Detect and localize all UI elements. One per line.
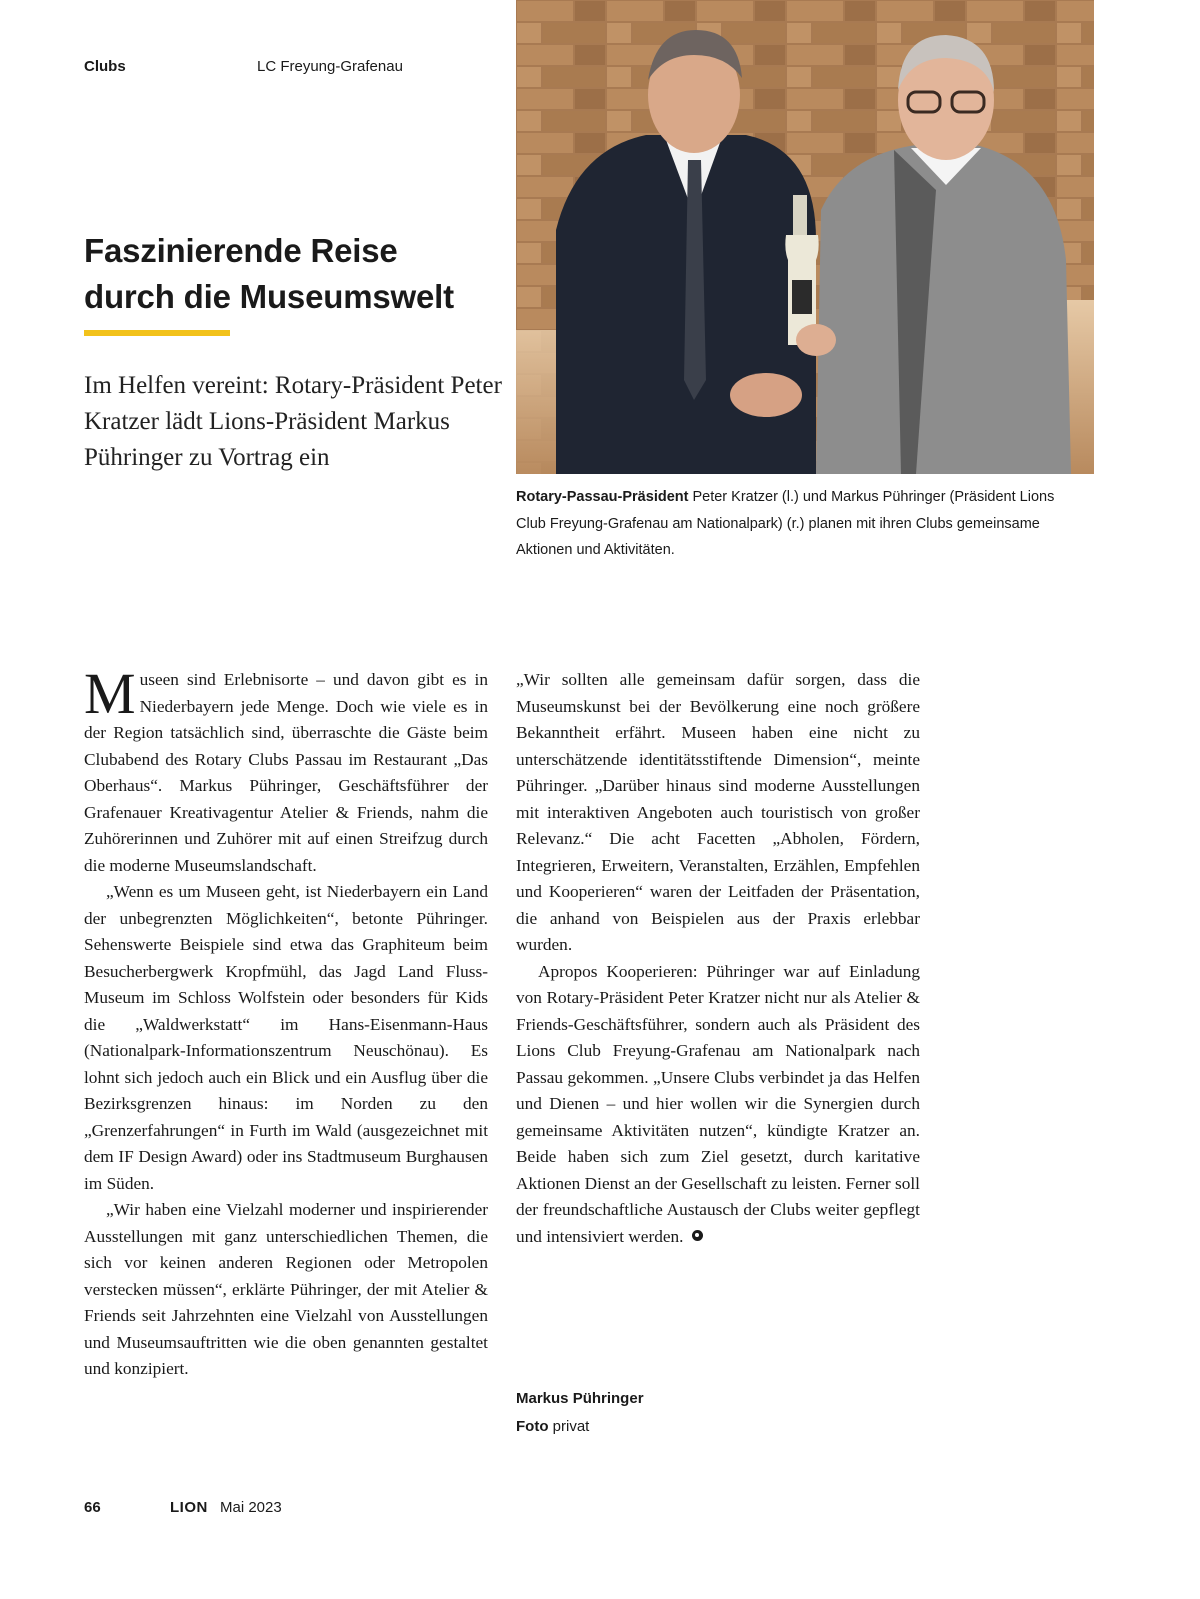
section-label: Clubs <box>84 58 126 75</box>
drop-cap: M <box>84 661 136 726</box>
article-photo <box>516 0 1094 474</box>
body-paragraph: „Wir sollten alle gemeinsam dafür sorgen, dass die Museumskunst bei der Bevölkerung eine noch größere Bekanntheit erfährt. Museen haben eine nicht zu unterschätzende identitätsstiftende Dimension“, meinte Pühringer. „Darüber hinaus sind moderne Ausstellungen mit interaktiven Angeboten auch touristisch von großer Relevanz.“ Die acht Facetten „Abholen, Fördern, Integrieren, Erweitern, Veranstalten, Erzählen, Empfehlen und Kooperieren“ waren der Leitfaden der Präsentation, die anhand von Beispielen aus der Praxis erlebbar wurden. <box>516 670 920 954</box>
accent-bar <box>84 330 230 336</box>
author-name: Markus Pühringer <box>516 1390 644 1407</box>
body-paragraph: „Wenn es um Museen geht, ist Niederbayern ein Land der unbegrenzten Möglichkeiten“, betonte Pühringer. Sehenswerte Beispiele sind etwa das Graphiteum beim Besucherbergwerk Kropfmühl, das Jagd Land Fluss-Museum im Schloss Wolfstein oder besonders für Kids die „Waldwerkstatt“ im Hans-Eisenmann-Haus (Nationalpark-Informationszentrum Neuschönau). Es lohnt sich jedoch auch ein Blick und ein Ausflug über die Bezirksgrenzen hinaus: im Norden zu den „Grenzerfahrungen“ in Furth im Wald (ausgezeichnet mit dem IF Design Award) oder ins Stadtmuseum Burghausen im Süden. <box>84 882 488 1193</box>
paragraph-text: Apropos Kooperieren: Pühringer war auf Einladung von Rotary-Präsident Peter Kratzer nicht nur als Atelier & Friends-Geschäftsführer, sondern auch als Präsident des Lions Club Freyung-Grafenau am Nationalpark nach Passau gekommen. „Unsere Clubs verbindet ja das Helfen und Dienen – und hier wollen wir die Synergien durch gemeinsame Aktivitäten nutzen“, kündigte Kratzer an. Beide haben sich zum Ziel gesetzt, durch karitative Aktionen Dienst an der Gesellschaft zu leisten. Ferner soll der freundschaftliche Austausch der Clubs weiter gepflegt und intensiviert werden. <box>516 961 920 1246</box>
headline-line-2: durch die Museumswelt <box>84 278 454 315</box>
photo-credit <box>516 1418 589 1435</box>
photo-caption-text: Peter Kratzer (l.) und Markus Pühringer (Präsident Lions Club Freyung-Grafenau am Nationalpark) (r.) planen mit ihren Clubs gemeinsame Aktionen und Aktivitäten. <box>516 489 1055 558</box>
club-label: LC Freyung-Grafenau <box>257 58 403 75</box>
issue-date: Mai 2023 <box>220 1499 282 1516</box>
photo-credit-value: privat <box>548 1418 590 1435</box>
headline-line-1: Faszinierende Reise <box>84 232 398 269</box>
body-paragraph: „Wir haben eine Vielzahl moderner und inspirierender Ausstellungen mit ganz unterschiedlichen Themen, die sich vor keinen anderen Regionen oder Metropolen verstecken müssen“, erklärte Pühringer, der mit Atelier & Friends seit Jahrzehnten eine Vielzahl von Ausstellungen und Museumsauftritten wie die oben genannten gestaltet und konzipiert. <box>84 1200 488 1378</box>
photo-caption-lead: Rotary-Passau-Präsident <box>516 489 689 505</box>
body-paragraph <box>84 661 488 879</box>
article-column-left <box>84 661 488 1383</box>
page-number: 66 <box>84 1499 101 1516</box>
paragraph-text: useen sind Erlebnisorte – und davon gibt es in Niederbayern jede Menge. Doch wie viele es in der Region tatsächlich sind, überraschte die Gäste beim Clubabend des Rotary Clubs Passau im Restaurant „Das Oberhaus“. Markus Pühringer, Geschäftsführer der Grafenauer Kreativagentur Atelier & Friends, nahm die Zuhörerinnen und Zuhörer mit auf einen Streifzug durch die moderne Museumslandschaft. <box>84 670 488 875</box>
photo-caption <box>516 484 1088 564</box>
subheadline: Im Helfen vereint: Rotary-Präsident Peter Kratzer lädt Lions-Präsident Markus Pühringer zu Vortrag ein <box>84 372 502 471</box>
article-column-right <box>516 667 920 1250</box>
body-paragraph <box>516 959 920 1251</box>
magazine-name: LION <box>170 1499 208 1516</box>
lions-end-mark-icon <box>692 1230 703 1241</box>
photo-credit-label: Foto <box>516 1418 549 1435</box>
headline <box>84 228 514 320</box>
